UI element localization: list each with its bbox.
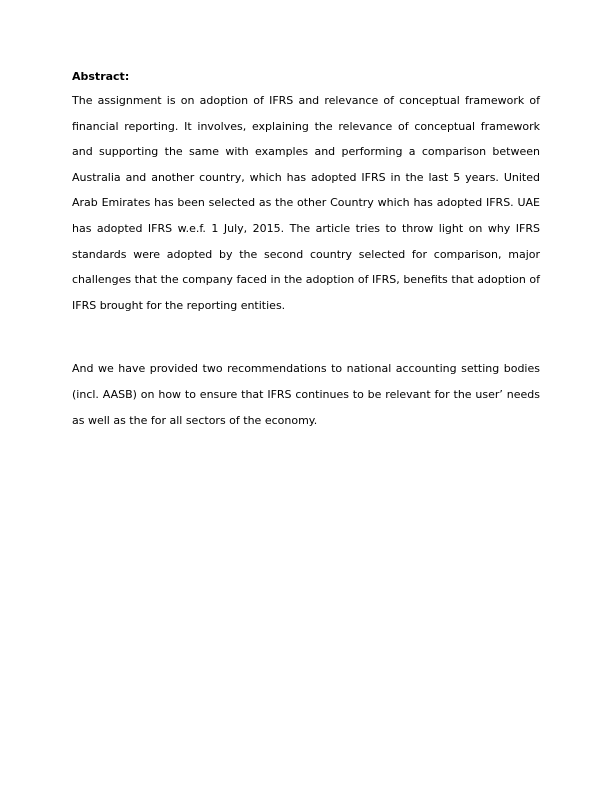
abstract-heading: Abstract: bbox=[72, 70, 130, 83]
document-body bbox=[72, 70, 540, 433]
abstract-paragraph-2: And we have provided two recommendations to national accounting setting bodies (incl. AASB) on how to ensure that IFRS continues to be relevant for the user’ needs as well as the for all sectors of the economy. bbox=[72, 362, 540, 427]
paragraph-spacer bbox=[72, 318, 540, 356]
abstract-paragraph-1: The assignment is on adoption of IFRS and relevance of conceptual framework of financial reporting. It involves, explaining the relevance of conceptual framework and supporting the same with examples and performing a comparison between Australia and another country, which has adopted IFRS in the last 5 years. United Arab Emirates has been selected as the other Country which has adopted IFRS. UAE has adopted IFRS w.e.f. 1 July, 2015. The article tries to throw light on why IFRS standards were adopted by the second country selected for comparison, major challenges that the company faced in the adoption of IFRS, benefits that adoption of IFRS brought for the reporting entities. bbox=[72, 94, 540, 312]
